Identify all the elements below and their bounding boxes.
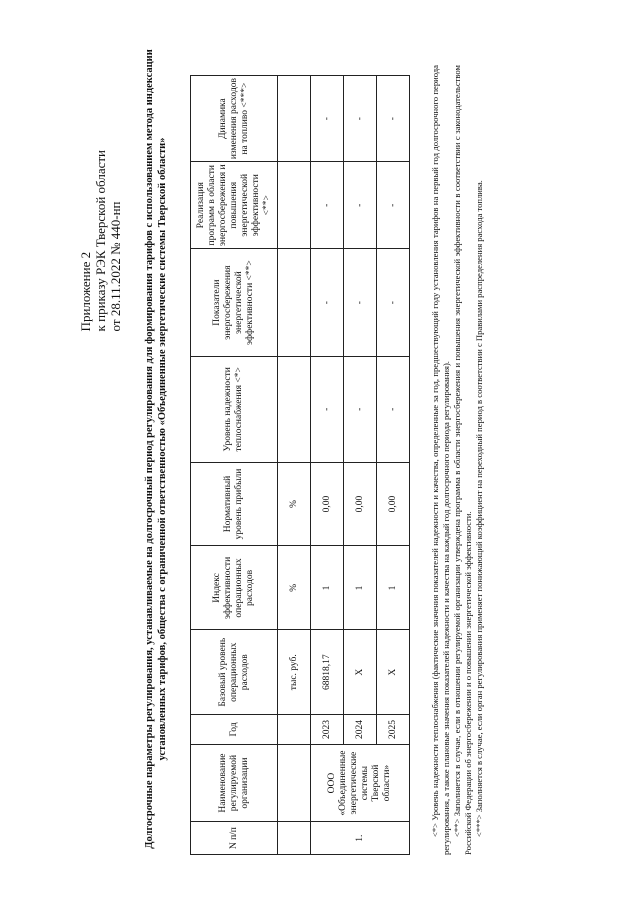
header-base: Базовый уровень операционных расходов xyxy=(191,630,278,715)
table-row xyxy=(311,76,344,855)
row-program: - xyxy=(377,162,410,249)
row-fuel: - xyxy=(311,76,344,162)
parameters-table xyxy=(190,75,410,855)
header-org: Наименование регулируемой организации xyxy=(191,744,278,821)
row-year: 2025 xyxy=(377,715,410,745)
footnote-3: <***> Заполняется в случае, если орган регулирования применяет понижающий коэффициент на переходный период в соответствии с Правилами распределения расхода топлива. xyxy=(474,180,484,837)
footnote-2: <**> Заполняется в случае, если в отношении регулируемой организации утверждена программа в области энергосбережения и повышения энергетической эффективности в соответствии с законодательством Российской Федерации об энергосбережении и о повышении энергетической эффективности. xyxy=(452,65,473,855)
row-base: Х xyxy=(344,630,377,715)
table-row xyxy=(377,76,410,855)
row-profit: 0,00 xyxy=(311,462,344,546)
row-org: ООО «Объединенные энергетические системы Тверской области» xyxy=(311,744,410,821)
row-num: 1. xyxy=(311,822,410,855)
row-index: 1 xyxy=(344,546,377,630)
header-row xyxy=(191,76,278,855)
appendix-header xyxy=(78,150,123,331)
header-program: Реализация программ в области энергосбережения и повышения энергетической эффективности <**> xyxy=(191,162,278,249)
header-fuel: Динамика изменения расходов на топливо <***> xyxy=(191,76,278,162)
row-year: 2023 xyxy=(311,715,344,745)
row-reliability: - xyxy=(377,356,410,462)
unit-cell xyxy=(278,744,311,821)
unit-cell xyxy=(278,822,311,855)
row-program: - xyxy=(344,162,377,249)
unit-cell xyxy=(278,715,311,745)
header-reliability: Уровень надежности теплоснабжения <*> xyxy=(191,356,278,462)
unit-cell xyxy=(278,249,311,357)
header-profit: Нормативный уровень прибыли xyxy=(191,462,278,546)
row-program: - xyxy=(311,162,344,249)
header-num: N п/п xyxy=(191,822,278,855)
row-energy: - xyxy=(377,249,410,357)
row-base: Х xyxy=(377,630,410,715)
footnote-1: <*> Уровень надежности теплоснабжения (фактические значения показателей надежности и качества, определенные за год, предшествующий году установления тарифов на первый год долгосрочного периода регулирования, а также плановые значения показателей надежности и качества на каждый год долгосрочного периода регулирования). xyxy=(430,65,451,855)
appendix-line-3: от 28.11.2022 № 440-нп xyxy=(108,201,123,332)
footnotes xyxy=(430,65,485,855)
row-reliability: - xyxy=(311,356,344,462)
row-reliability: - xyxy=(344,356,377,462)
appendix-line-2: к приказу РЭК Тверской области xyxy=(93,150,108,332)
row-profit: 0,00 xyxy=(377,462,410,546)
unit-base: тыс. руб. xyxy=(278,630,311,715)
row-base: 68818,17 xyxy=(311,630,344,715)
document-title: Долгосрочные параметры регулирования, устанавливаемые на долгосрочный период регулирования для формирования тарифов с использованием метода индексации установленных тарифов, общества с ограниченной ответственностью «Объединенные энергетические системы Тверской области» xyxy=(144,49,168,849)
row-energy: - xyxy=(311,249,344,357)
row-year: 2024 xyxy=(344,715,377,745)
unit-cell xyxy=(278,356,311,462)
header-index: Индекс эффективности операционных расходов xyxy=(191,546,278,630)
units-row xyxy=(278,76,311,855)
unit-profit: % xyxy=(278,462,311,546)
row-fuel: - xyxy=(377,76,410,162)
appendix-line-1: Приложение 2 xyxy=(78,251,93,332)
row-index: 1 xyxy=(311,546,344,630)
row-index: 1 xyxy=(377,546,410,630)
header-year: Год xyxy=(191,715,278,745)
row-energy: - xyxy=(344,249,377,357)
unit-cell xyxy=(278,162,311,249)
header-energy: Показатели энергосбережения энергетической эффективности <**> xyxy=(191,249,278,357)
table-row xyxy=(344,76,377,855)
row-profit: 0,00 xyxy=(344,462,377,546)
unit-index: % xyxy=(278,546,311,630)
row-fuel: - xyxy=(344,76,377,162)
unit-cell xyxy=(278,76,311,162)
